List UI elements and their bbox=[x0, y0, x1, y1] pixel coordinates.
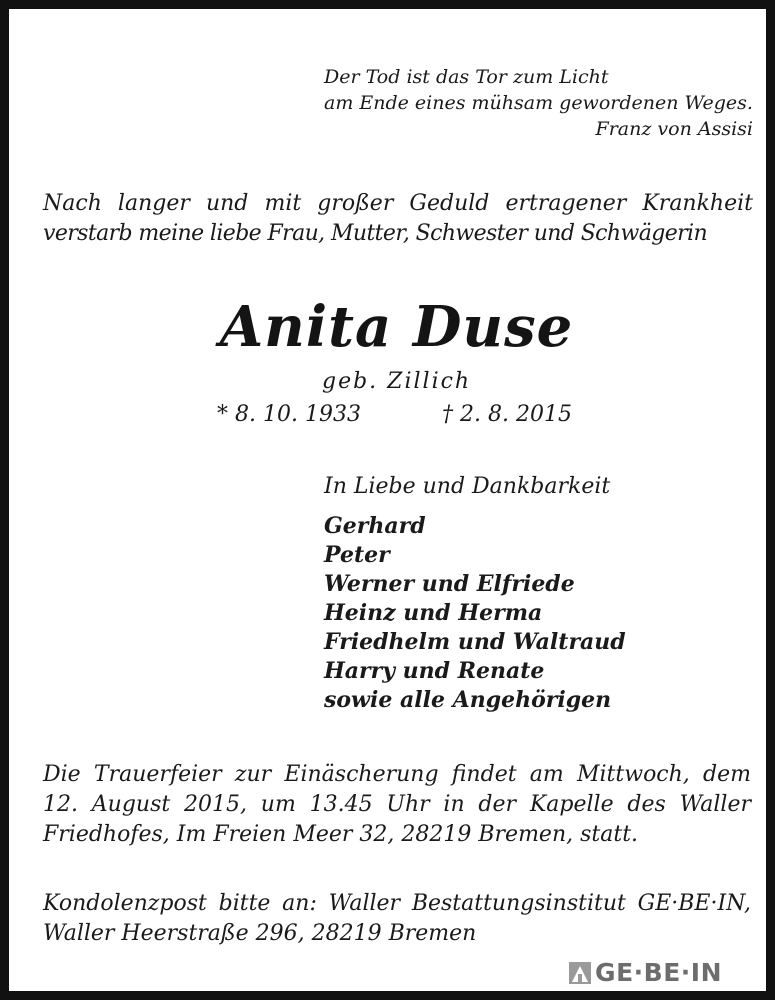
service-info bbox=[43, 760, 751, 850]
gebein-logo-text: GE·BE·IN bbox=[595, 958, 722, 987]
mourners-heading: In Liebe und Dankbarkeit bbox=[324, 474, 611, 499]
mourner-name: Heinz und Herma bbox=[324, 600, 543, 626]
mourner-name: Friedhelm und Waltraud bbox=[324, 629, 626, 655]
service-line-2: 12. August 2015, um 13.45 Uhr in der Kapelle des Waller bbox=[43, 792, 751, 817]
quote-line-1: Der Tod ist das Tor zum Licht bbox=[324, 66, 609, 88]
mourners-list bbox=[324, 512, 626, 715]
mourner-name: Harry und Renate bbox=[324, 658, 545, 684]
mourner-name: Peter bbox=[324, 542, 390, 568]
birth-date: * 8. 10. 1933 bbox=[217, 402, 361, 427]
maiden-name: geb. Zillich bbox=[322, 369, 472, 394]
condolence-line-1: Kondolenzpost bitte an: Waller Bestattungsinstitut GE·BE·IN, bbox=[43, 891, 751, 916]
quote-author: Franz von Assisi bbox=[595, 118, 753, 140]
intro-line-2: verstarb meine liebe Frau, Mutter, Schwester und Schwägerin bbox=[43, 221, 708, 246]
deceased-name: Anita Duse bbox=[219, 294, 574, 360]
quote-block bbox=[324, 64, 754, 142]
mourner-name: Gerhard bbox=[324, 513, 426, 539]
gebein-logo bbox=[565, 958, 726, 987]
gebein-logo-icon bbox=[569, 962, 591, 984]
mourner-name: Werner und Elfriede bbox=[324, 571, 575, 597]
service-line-1: Die Trauerfeier zur Einäscherung findet am Mittwoch, dem bbox=[43, 762, 751, 787]
intro-line-1: Nach langer und mit großer Geduld ertragener Krankheit bbox=[43, 191, 753, 216]
service-line-3: Friedhofes, Im Freien Meer 32, 28219 Bremen, statt. bbox=[43, 822, 639, 847]
quote-line-2: am Ende eines mühsam gewordenen Weges. bbox=[324, 92, 753, 114]
condolence-line-2: Waller Heerstraße 296, 28219 Bremen bbox=[43, 921, 477, 946]
death-date: † 2. 8. 2015 bbox=[442, 402, 572, 427]
intro-text bbox=[43, 189, 753, 249]
mourner-name: sowie alle Angehörigen bbox=[324, 687, 612, 713]
condolence-info bbox=[43, 889, 751, 949]
